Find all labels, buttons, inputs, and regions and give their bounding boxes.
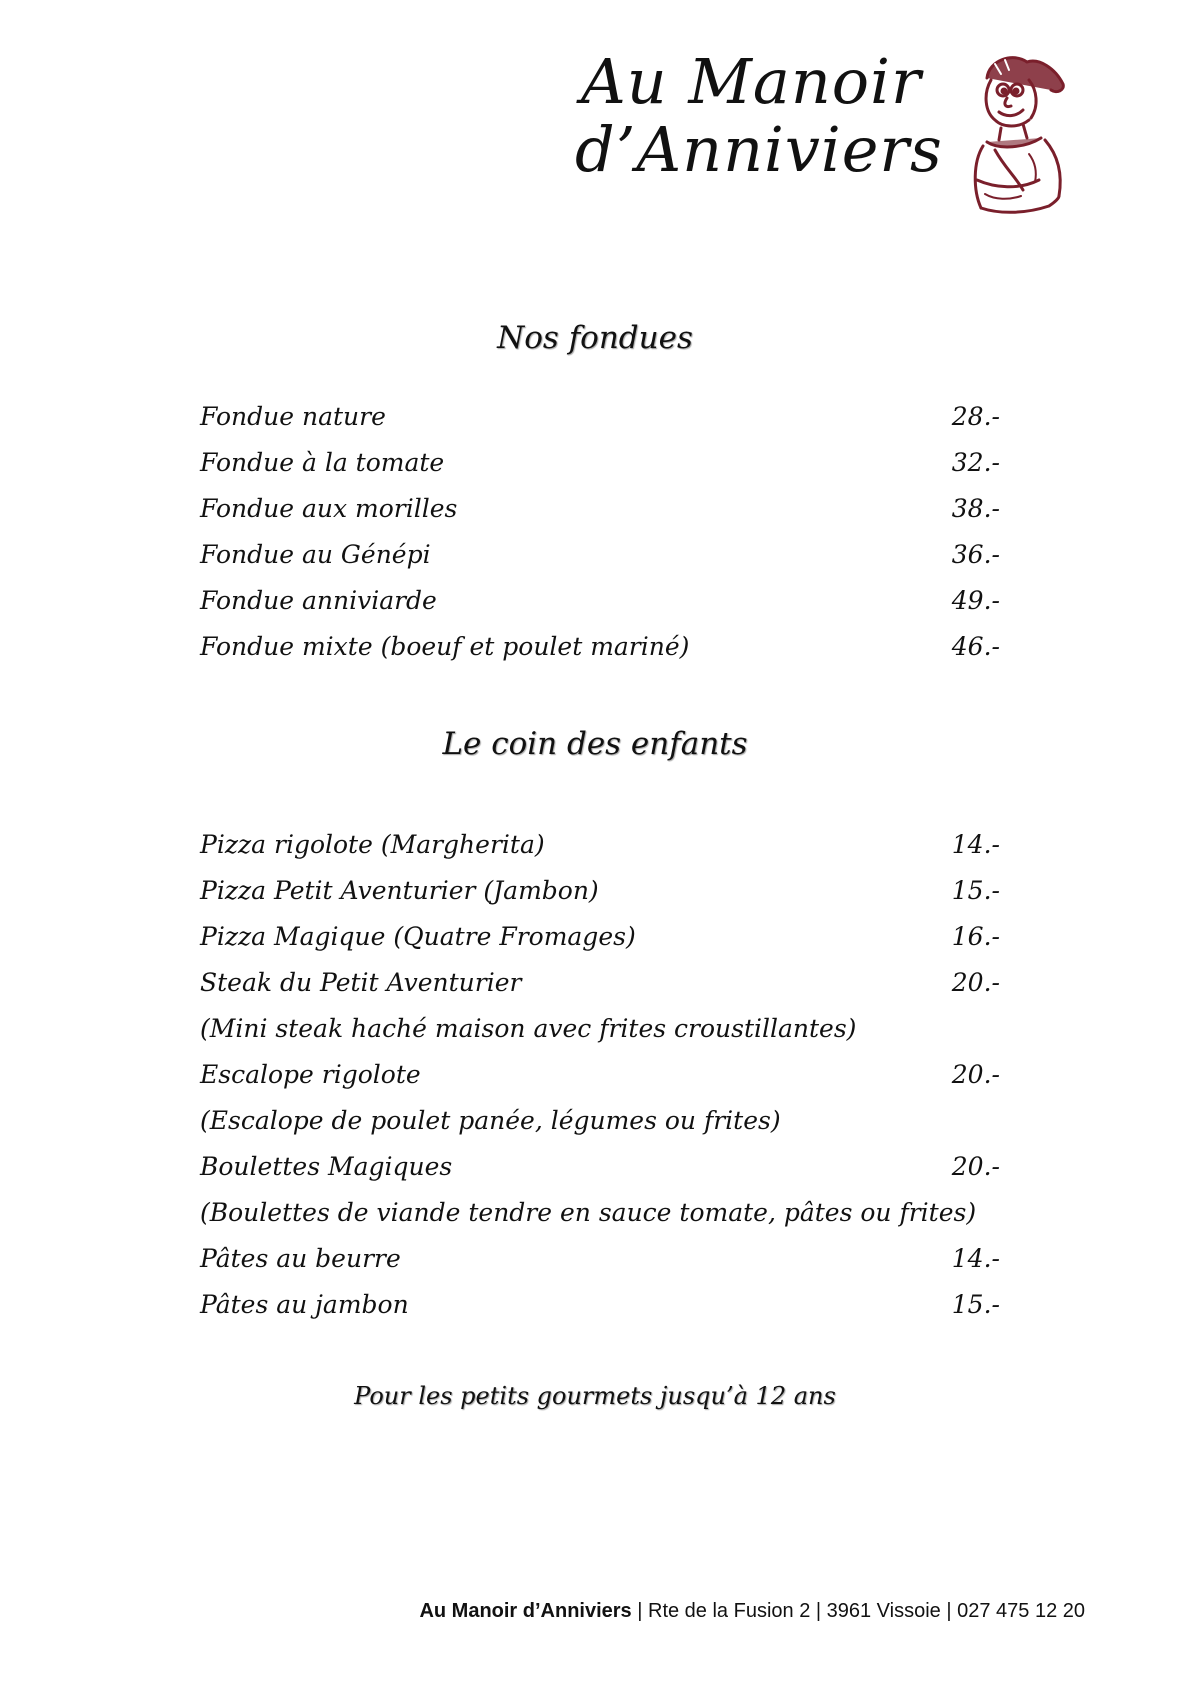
footer [419,1600,1085,1623]
kids-list [200,822,1000,1328]
chef-mascot-icon [965,50,1075,220]
menu-item-price: 15.- [951,876,1000,905]
menu-item-price: 32.- [951,448,1000,477]
menu-item [200,394,1000,440]
menu-item-name: Fondue au Génépi [200,540,431,569]
section-title-fondues: Nos fondues [497,320,693,356]
menu-item [200,1052,1000,1098]
menu-item [200,1098,1000,1144]
section-title-kids: Le coin des enfants [442,726,748,762]
menu-item-price: 20.- [951,968,1000,997]
menu-item-name: Pâtes au beurre [200,1244,401,1273]
menu-item [200,914,1000,960]
menu-item-price: 14.- [951,1244,1000,1273]
footer-address: | Rte de la Fusion 2 | 3961 Vissoie | 027 475 12 20 [631,1600,1085,1622]
menu-item-price: 20.- [951,1152,1000,1181]
menu-item-name: Pizza rigolote (Margherita) [200,830,545,859]
menu-item [200,868,1000,914]
menu-item [200,822,1000,868]
menu-item-price: 38.- [951,494,1000,523]
menu-item-price: 14.- [951,830,1000,859]
menu-item [200,1282,1000,1328]
fondues-list [200,394,1000,670]
menu-item-name: (Boulettes de viande tendre en sauce tomate, pâtes ou frites) [200,1198,977,1227]
menu-item-price: 20.- [951,1060,1000,1089]
menu-item-name: Fondue mixte (boeuf et poulet mariné) [200,632,690,661]
menu-item-name: (Escalope de poulet panée, légumes ou frites) [200,1106,781,1135]
logo-line-2: d’Anniviers [575,113,943,186]
menu-item [200,624,1000,670]
menu-item-name: Fondue nature [200,402,386,431]
menu-item-name: Escalope rigolote [200,1060,421,1089]
menu-item-price: 49.- [951,586,1000,615]
menu-item [200,532,1000,578]
menu-item [200,440,1000,486]
menu-item [200,1236,1000,1282]
kids-age-note: Pour les petits gourmets jusqu’à 12 ans [354,1382,836,1410]
menu-item [200,1190,1000,1236]
menu-item-name: Fondue anniviarde [200,586,437,615]
menu-item-name: Steak du Petit Aventurier [200,968,522,997]
menu-item-name: Fondue à la tomate [200,448,445,477]
menu-item [200,1144,1000,1190]
menu-item-name: Boulettes Magiques [200,1152,453,1181]
menu-item-name: Pâtes au jambon [200,1290,409,1319]
menu-item [200,1006,1000,1052]
menu-item [200,960,1000,1006]
menu-item-name: Pizza Petit Aventurier (Jambon) [200,876,599,905]
menu-item-price: 28.- [951,402,1000,431]
logo-title [575,45,943,186]
footer-brand: Au Manoir d’Anniviers [419,1600,632,1622]
menu-item-price: 15.- [951,1290,1000,1319]
menu-item-price: 46.- [951,632,1000,661]
menu-item [200,486,1000,532]
menu-item [200,578,1000,624]
menu-item-price: 36.- [951,540,1000,569]
logo-line-1: Au Manoir [581,45,922,118]
menu-item-name: Pizza Magique (Quatre Fromages) [200,922,636,951]
menu-item-name: (Mini steak haché maison avec frites croustillantes) [200,1014,857,1043]
menu-item-name: Fondue aux morilles [200,494,458,523]
menu-item-price: 16.- [951,922,1000,951]
